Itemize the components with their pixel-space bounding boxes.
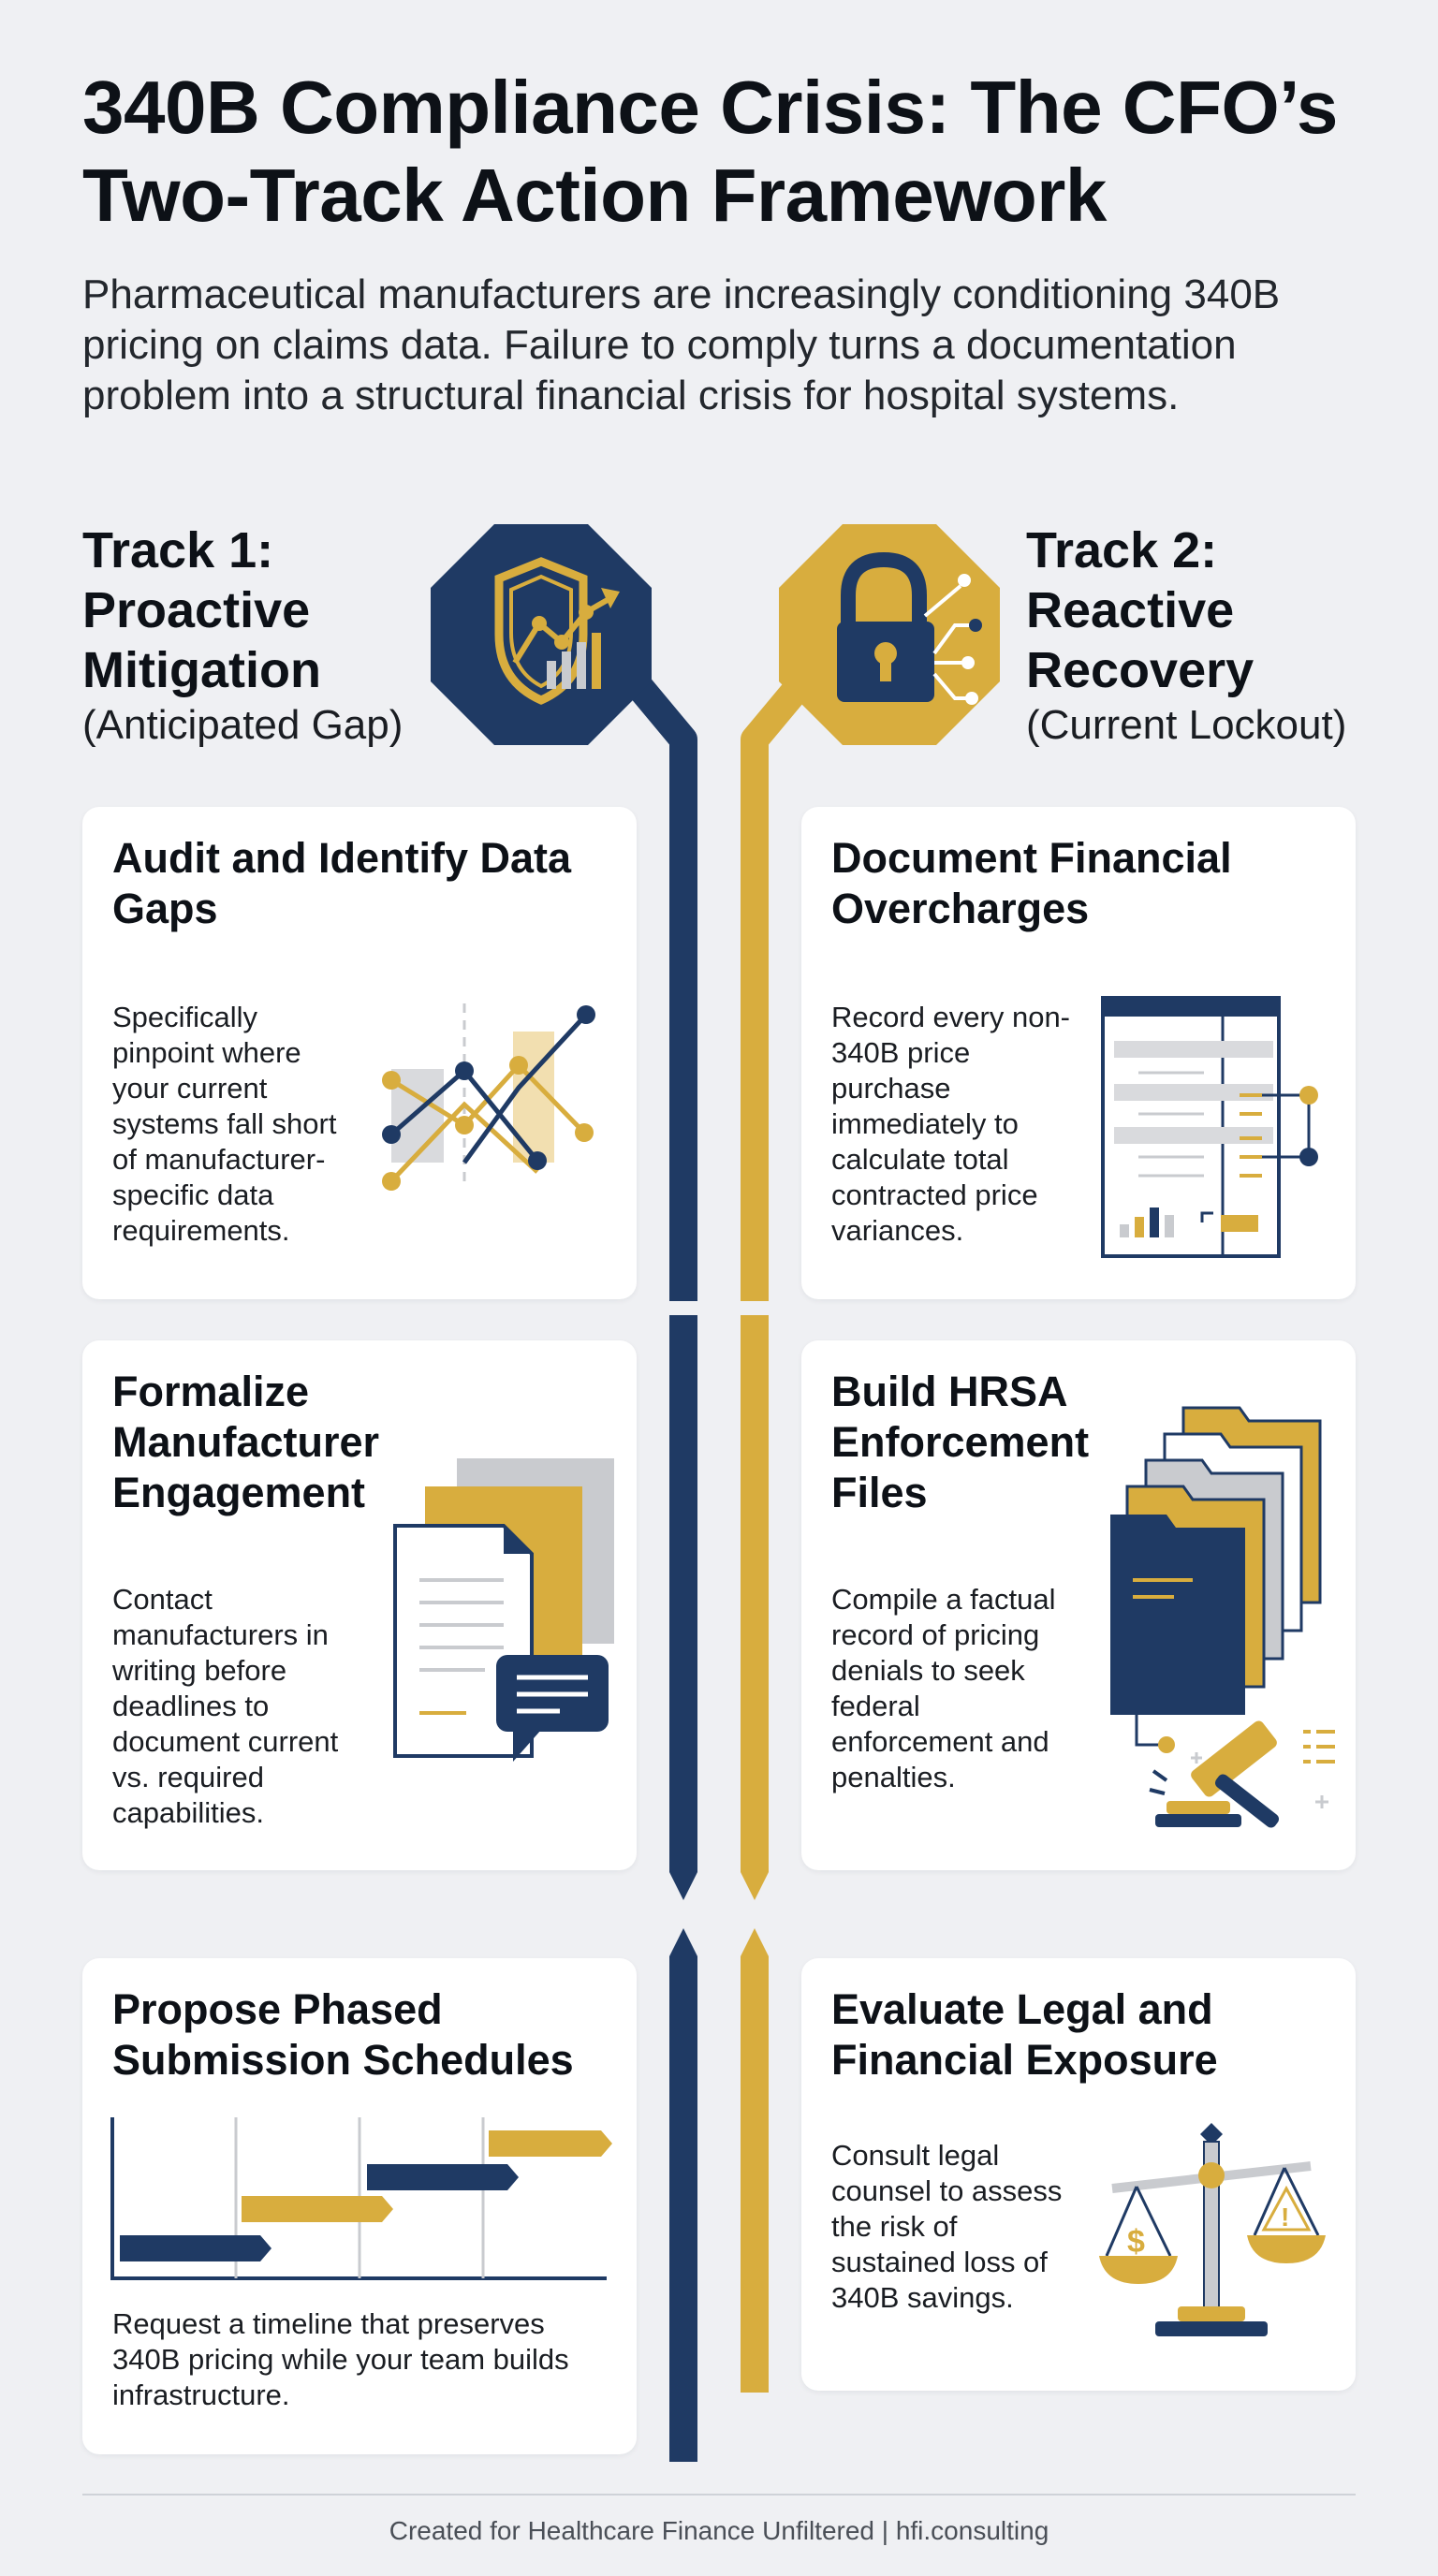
track1-label: Track 1: Proactive Mitigation bbox=[82, 522, 321, 698]
page-subtitle: Pharmaceutical manufacturers are increasingly conditioning 340B pricing on claims data. Failure to comply turns a documentation problem into a structural financial crisis for hospital systems. bbox=[82, 271, 1281, 418]
card-title: Document Financial Overcharges bbox=[831, 834, 1232, 932]
footer-divider bbox=[82, 2494, 1356, 2496]
track1-line bbox=[637, 683, 697, 2462]
card-title: Audit and Identify Data Gaps bbox=[112, 834, 572, 932]
track2-label: Track 2: Reactive Recovery bbox=[1026, 522, 1255, 698]
svg-text:!: ! bbox=[1281, 2203, 1290, 2232]
shield-chart-icon bbox=[429, 522, 653, 747]
track2-line bbox=[741, 683, 801, 2393]
track2-card-2 bbox=[801, 1340, 1356, 1870]
card-title: Formalize Manufacturer Engagement bbox=[112, 1368, 380, 1516]
track2-card-3 bbox=[801, 1958, 1356, 2391]
svg-text:$: $ bbox=[1127, 2224, 1145, 2260]
card-text: Compile a factual record of pricing denials to seek federal enforcement and penalties. bbox=[831, 1583, 1056, 1793]
padlock-network-icon bbox=[777, 522, 1002, 747]
page-title: 340B Compliance Crisis: The CFO’s Two-Track Action Framework bbox=[82, 66, 1338, 237]
scales-icon bbox=[1099, 2119, 1343, 2353]
card-title: Evaluate Legal and Financial Exposure bbox=[831, 1985, 1218, 2084]
track1-card-2 bbox=[82, 1340, 637, 1870]
folders-gavel-icon bbox=[1099, 1397, 1343, 1837]
track1-sub: (Anticipated Gap) bbox=[82, 702, 404, 748]
track2-sub: (Current Lockout) bbox=[1026, 702, 1347, 748]
card-text: Consult legal counsel to assess the risk of sustained loss of 340B savings. bbox=[831, 2139, 1063, 2314]
footer-credit: Created for Healthcare Finance Unfiltered | hfi.consulting bbox=[389, 2516, 1049, 2545]
ledger-icon bbox=[1101, 994, 1326, 1266]
line-chart-icon bbox=[382, 994, 607, 1219]
card-text: Record every non-340B price purchase immediately to calculate total contracted price variances. bbox=[831, 1001, 1071, 1247]
gantt-chart-icon bbox=[110, 2117, 616, 2286]
card-text: Contact manufacturers in writing before deadlines to document current vs. required capabilities. bbox=[112, 1583, 339, 1829]
card-title: Propose Phased Submission Schedules bbox=[112, 1985, 574, 2084]
track2-card-1 bbox=[801, 807, 1356, 1299]
track1-card-1 bbox=[82, 807, 637, 1299]
document-message-icon bbox=[391, 1453, 635, 1771]
card-text: Request a timeline that preserves 340B pricing while your team builds infrastructure. bbox=[112, 2307, 569, 2411]
track1-card-3 bbox=[82, 1958, 637, 2454]
card-text: Specifically pinpoint where your current systems fall short of manufacturer-specific data requirements. bbox=[112, 1001, 337, 1247]
card-title: Build HRSA Enforcement Files bbox=[831, 1368, 1090, 1516]
